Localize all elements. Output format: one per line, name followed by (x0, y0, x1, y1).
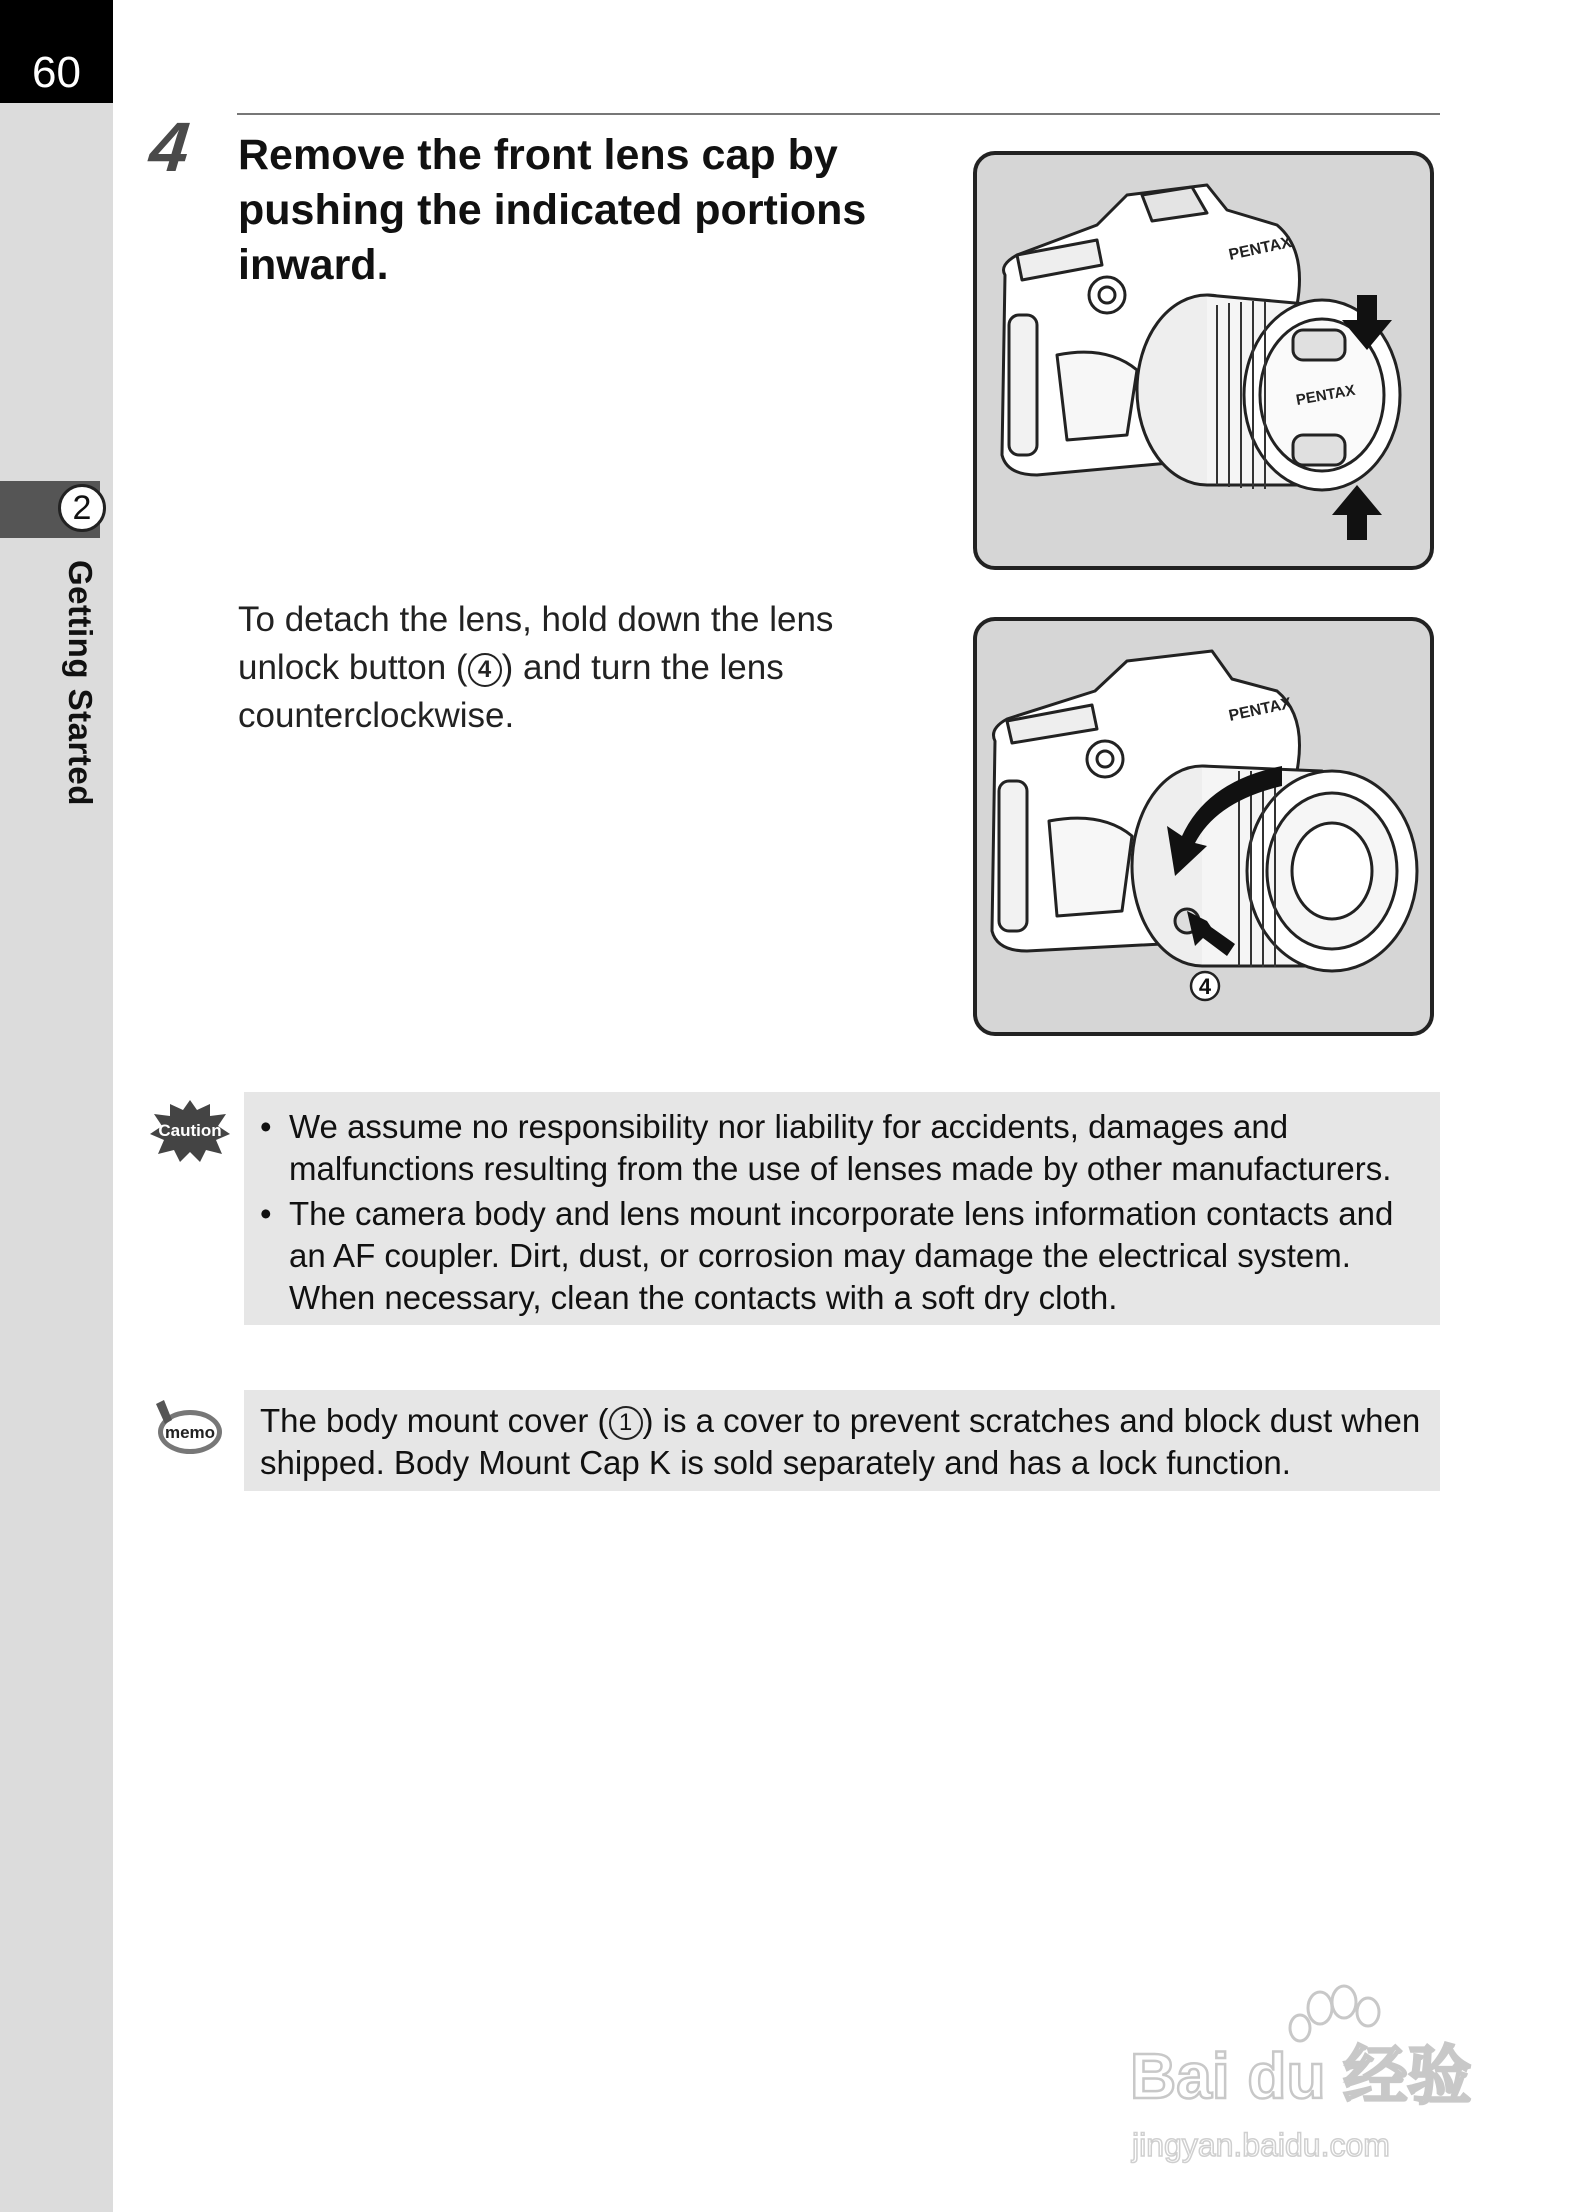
callout-marker-4: 4 (468, 653, 502, 687)
caution-box (244, 1092, 1440, 1325)
detach-instructions (238, 596, 938, 740)
camera-lens-cap-illustration (977, 155, 1430, 566)
caution-item-text: The camera body and lens mount incorporate lens information contacts and an AF coupler. Dirt, dust, or corrosion may damage the electrical system. When necessary, clean the contacts with a soft dry cloth. (289, 1195, 1394, 1316)
lens-cap-figure (973, 151, 1434, 570)
camera-brand: PENTAX (1227, 234, 1294, 264)
memo-text-after: ) is a cover to prevent scratches and block dust when shipped. Body Mount Cap K is sold separately and has a lock function. (260, 1402, 1421, 1481)
caution-item (260, 1193, 1424, 1319)
caution-item (260, 1106, 1424, 1190)
callout-marker-1: 1 (609, 1406, 643, 1440)
lens-cap-brand: PENTAX (1294, 381, 1357, 409)
memo-text (260, 1400, 1424, 1484)
caution-icon-label: Caution (158, 1121, 222, 1140)
callout-number: 4 (1198, 974, 1212, 999)
page-number: 60 (32, 48, 81, 97)
sidebar (0, 0, 113, 2212)
memo-box (244, 1390, 1440, 1491)
caution-item-text: We assume no responsibility nor liability for accidents, damages and malfunctions resulting from the use of lenses made by other manufacturers. (289, 1108, 1392, 1187)
watermark-url: jingyan.baidu.com (1132, 2127, 1390, 2163)
detach-text-after: ) and turn the lens counterclockwise. (238, 648, 784, 735)
top-rule (237, 113, 1440, 115)
camera-lens-detach-illustration (977, 621, 1430, 1032)
memo-icon-label: memo (164, 1423, 216, 1442)
bullet-icon: • (260, 1195, 272, 1232)
bullet-icon: • (260, 1108, 272, 1145)
arrow-up-icon (1332, 485, 1382, 540)
caution-icon (150, 1098, 230, 1162)
step-title: Remove the front lens cap by pushing the indicated portions inward. (238, 131, 867, 289)
memo-text-before: The body mount cover ( (260, 1402, 609, 1439)
step-number: 4 (145, 108, 194, 186)
detach-text-before: To detach the lens, hold down the lens unlock button ( (238, 600, 834, 687)
baidu-watermark (1120, 1968, 1500, 2168)
watermark-brand: Bai du 经验 (1130, 2040, 1472, 2112)
chapter-title: Getting Started (62, 560, 99, 806)
page-number-box (0, 0, 113, 103)
lens-detach-figure (973, 617, 1434, 1036)
camera-brand-2: PENTAX (1227, 695, 1294, 725)
memo-icon (150, 1398, 224, 1458)
chapter-number: 2 (58, 484, 106, 532)
